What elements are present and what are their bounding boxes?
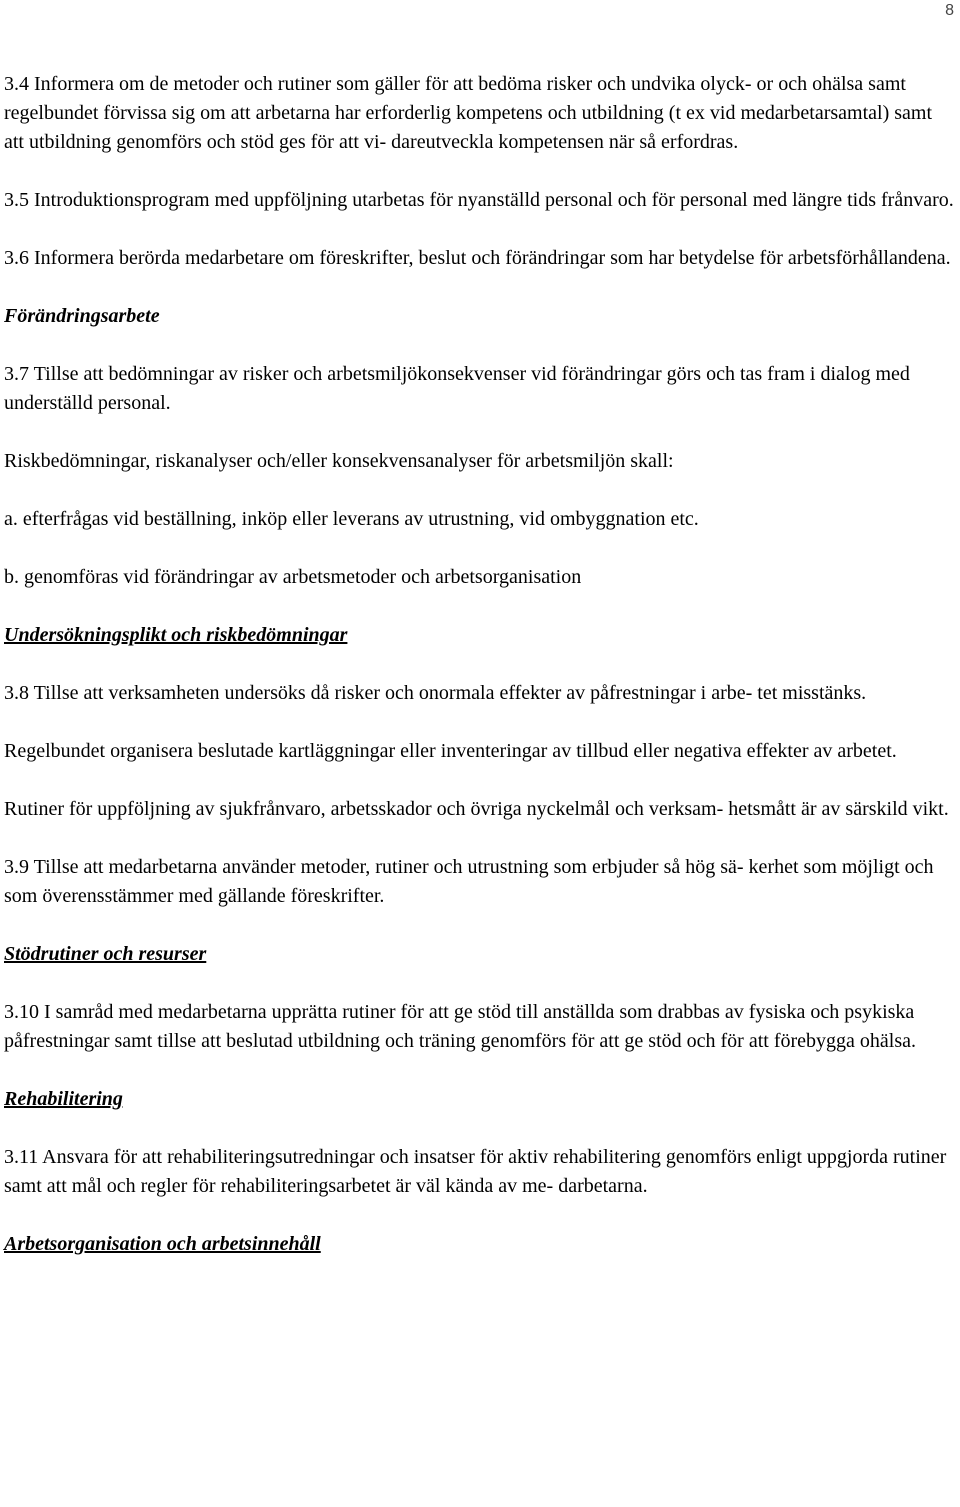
heading-arbetsorganisation: Arbetsorganisation och arbetsinnehåll	[4, 1233, 321, 1255]
paragraph-riskbedomningar: Riskbedömningar, riskanalyser och/eller konsekvensanalyser för arbetsmiljön skall:	[4, 450, 674, 472]
paragraph-3-7: 3.7 Tillse att bedömningar av risker och arbetsmiljökonsekvenser vid förändringar görs och tas fram i dialog med underställd personal.	[4, 363, 910, 414]
heading-rehabilitering: Rehabilitering	[4, 1088, 123, 1110]
heading-stodrutiner: Stödrutiner och resurser	[4, 943, 207, 965]
list-item-a: a. efterfrågas vid beställning, inköp eller leverans av utrustning, vid ombyggnation etc.	[4, 508, 699, 530]
paragraph-3-9: 3.9 Tillse att medarbetarna använder metoder, rutiner och utrustning som erbjuder så hög sä- kerhet som möjligt och som överensstämmer med gällande föreskrifter.	[4, 856, 934, 907]
heading-undersokningsplikt: Undersökningsplikt och riskbedömningar	[4, 624, 348, 646]
list-item-b: b. genomföras vid förändringar av arbetsmetoder och arbetsorganisation	[4, 566, 582, 588]
paragraph-3-11: 3.11 Ansvara för att rehabiliteringsutredningar och insatser för aktiv rehabilitering genomförs enligt uppgjorda rutiner samt att mål och regler för rehabiliteringsarbetet är väl kända av me- darbetarna.	[4, 1146, 947, 1197]
paragraph-regelbundet: Regelbundet organisera beslutade kartläggningar eller inventeringar av tillbud eller negativa effekter av arbetet.	[4, 740, 897, 762]
document-body	[4, 70, 956, 1259]
paragraph-rutiner: Rutiner för uppföljning av sjukfrånvaro, arbetsskador och övriga nyckelmål och verksam- hetsmått är av särskild vikt.	[4, 798, 949, 820]
paragraph-3-8: 3.8 Tillse att verksamheten undersöks då risker och onormala effekter av påfrestningar i arbe- tet misstänks.	[4, 682, 867, 704]
paragraph-3-5: 3.5 Introduktionsprogram med uppföljning utarbetas för nyanställd personal och för personal med längre tids frånvaro.	[4, 189, 954, 211]
paragraph-3-10: 3.10 I samråd med medarbetarna upprätta rutiner för att ge stöd till anställda som drabbas av fysiska och psykiska påfrestningar samt tillse att beslutad utbildning och träning genomförs för att ge stöd och för att förebygga ohälsa.	[4, 1001, 916, 1052]
paragraph-3-4: 3.4 Informera om de metoder och rutiner som gäller för att bedöma risker och undvika olyck- or och ohälsa samt regelbundet förvissa sig om att arbetarna har erforderlig kompetens och utbildning (t ex vid medarbetarsamtal) samt att utbildning genomförs och stöd ges för att vi- dareutveckla kompetensen när så erfordras.	[4, 73, 933, 153]
paragraph-3-6: 3.6 Informera berörda medarbetare om föreskrifter, beslut och förändringar som har betydelse för arbetsförhållandena.	[4, 247, 951, 269]
page-number: 8	[945, 2, 954, 19]
heading-forandringsarbete: Förändringsarbete	[4, 305, 160, 327]
